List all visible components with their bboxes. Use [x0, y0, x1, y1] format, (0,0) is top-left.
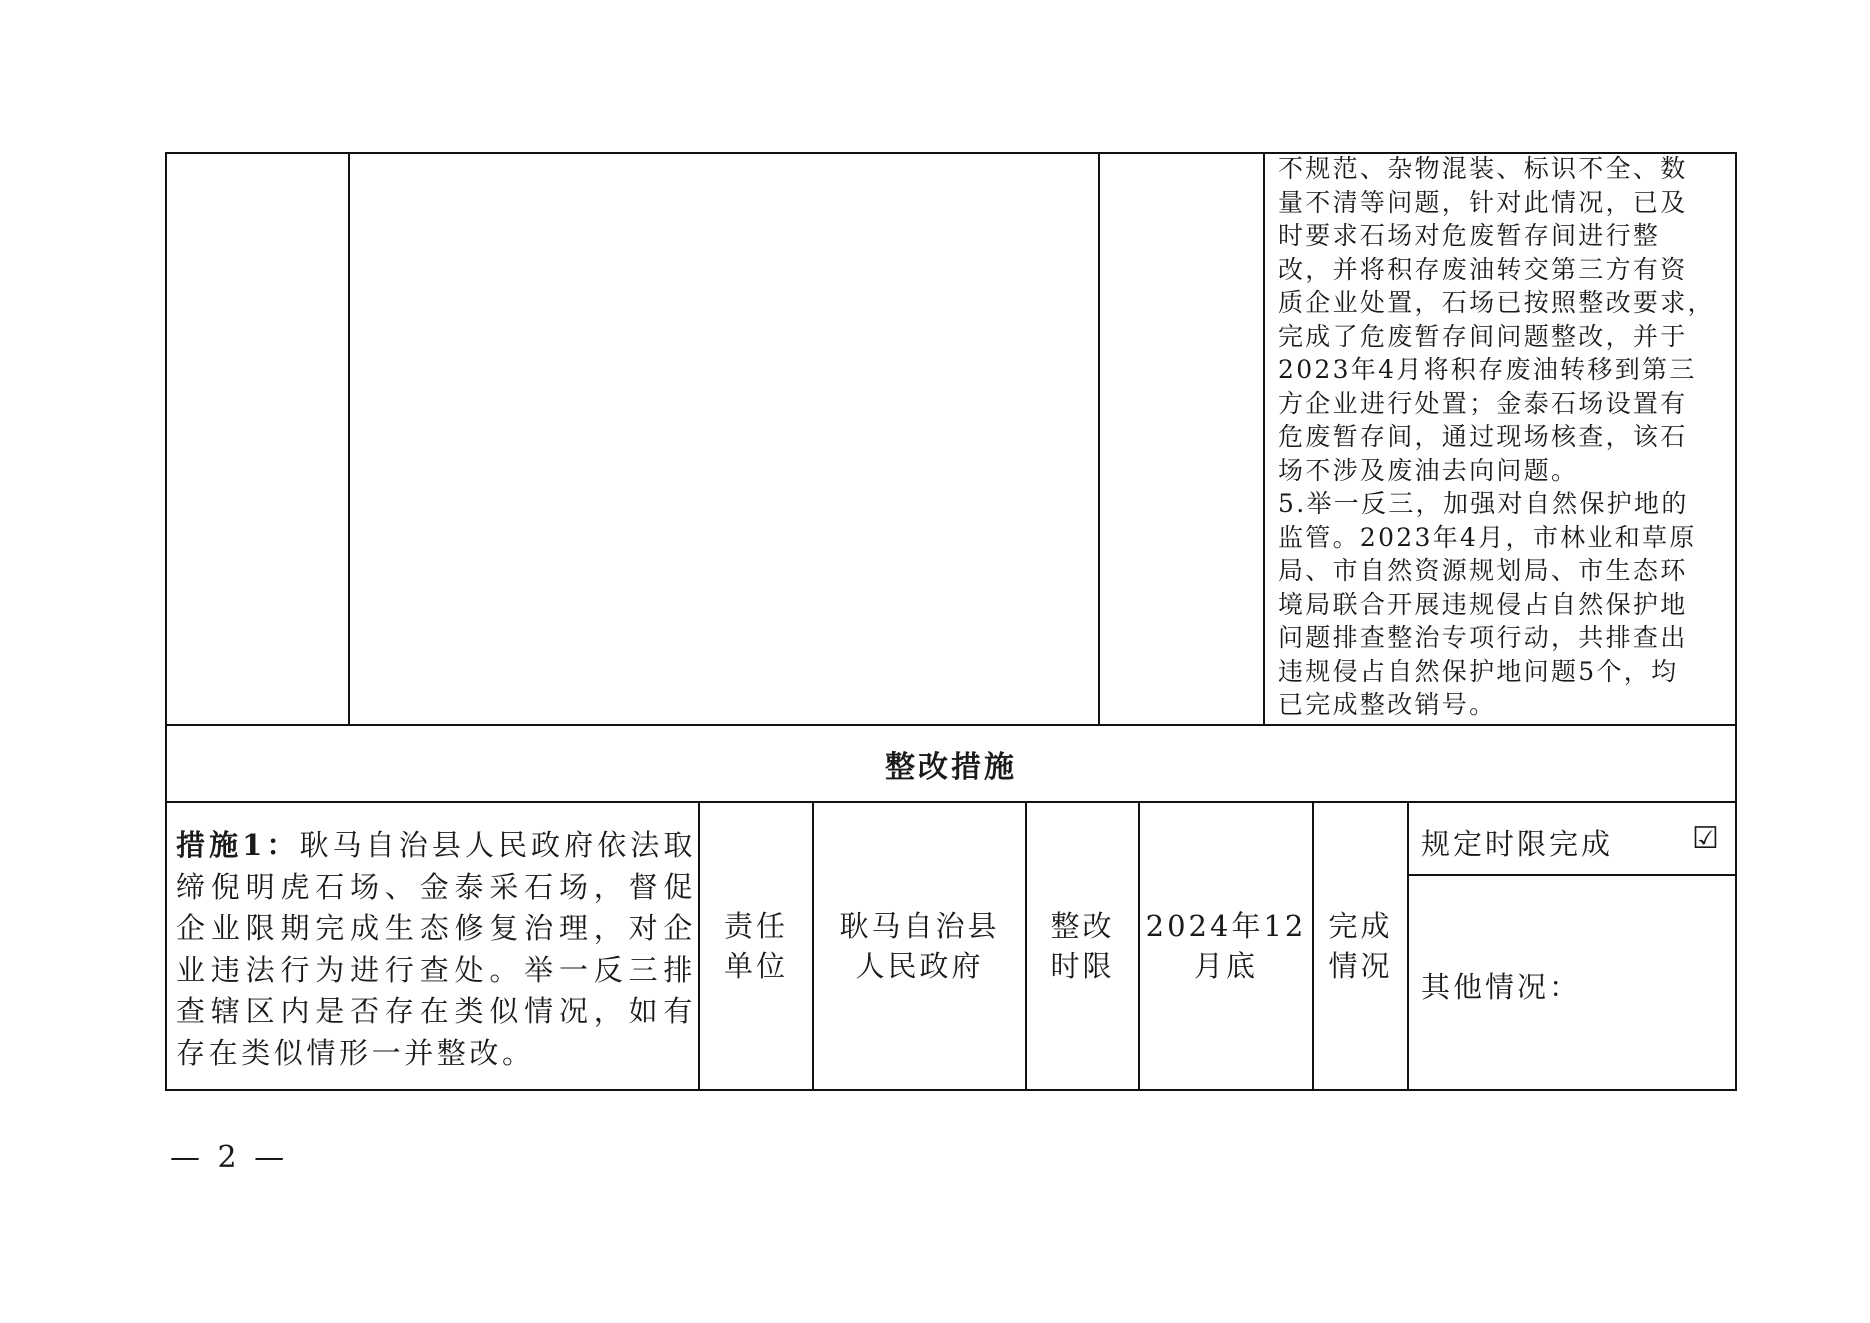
measure-text: 耿马自治县人民政府依法取缔倪明虎石场、金泰采石场，督促企业限期完成生态修复治理，对企业违法行为进行查处。举一反三排查辖区内是否存在类似情况，如有存在类似情形一并整改。	[176, 828, 696, 1070]
measure-label: 措施1：	[176, 828, 300, 862]
responsible-unit-value: 耿马自治县 人民政府	[839, 909, 1000, 983]
status-divider-horizontal	[1407, 874, 1737, 876]
rectification-progress-text: 不规范、杂物混装、标识不全、数 量不清等问题，针对此情况，已及 时要求石场对危废暂存间进行整 改，并将积存废油转交第三方有资 质企业处置，石场已按照整改要求， 完成了危废暂存间问题整改，并于 2023年4月将积存废油转移到第三 方企业进行处置；金泰石场设置有 危废暂存间，通过现场核查，该石 场不涉及废油去向问题。 5.举一反三，加强对自然保护地的 监管。2023年4月，市林业和草原 局、市自然资源规划局、市生态环 境局联合开展违规侵占自然保护地 问题排查整治专项行动，共排查出 违规侵占自然保护地问题5个，均 已完成整改销号。	[1278, 154, 1715, 719]
table-divider-col2	[1098, 152, 1100, 726]
measure-description	[176, 825, 696, 1074]
section-title: 整改措施	[885, 749, 1017, 785]
deadline-value: 2024年12 月底	[1145, 909, 1307, 983]
responsible-unit-label: 责任 单位	[723, 909, 788, 983]
table-divider-col3	[1263, 152, 1265, 726]
table-divider-col1	[348, 152, 350, 726]
table-border-left	[165, 152, 167, 1091]
table-border-right	[1735, 152, 1737, 1091]
completion-status-label: 完成 情况	[1328, 909, 1393, 983]
checked-box-icon[interactable]: ☑	[1692, 821, 1719, 856]
status-option-other: 其他情况：	[1421, 970, 1582, 1004]
deadline-label: 整改 时限	[1050, 909, 1115, 983]
page-number: — 2 —	[170, 1140, 289, 1175]
status-option-on-time: 规定时限完成	[1421, 827, 1614, 861]
table-border-bottom	[165, 1089, 1737, 1091]
measure-divider-6	[1407, 801, 1409, 1091]
